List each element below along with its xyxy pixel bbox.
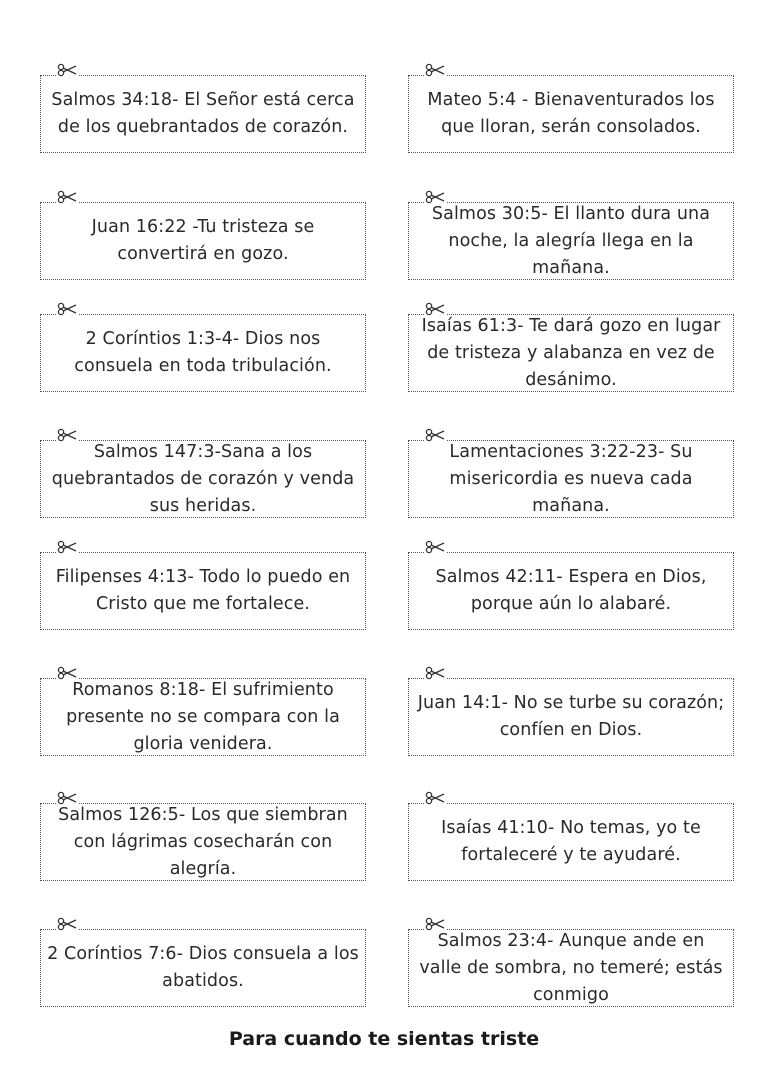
verse-text: Salmos 30:5- El llanto dura una noche, la alegría llega en la mañana. [431, 203, 711, 278]
scissors-icon [56, 302, 78, 316]
verse-text: Salmos 147:3-Sana a los quebrantados de corazón y venda sus heridas. [51, 441, 355, 516]
verse-text: 2 Coríntios 1:3-4- Dios nos consuela en toda tribulación. [74, 329, 332, 376]
verse-card [408, 314, 734, 392]
verse-card [40, 552, 366, 630]
scissors-icon [424, 666, 446, 680]
scissors-icon [56, 428, 78, 442]
verse-card [40, 75, 366, 153]
scissors-icon [424, 791, 446, 805]
verse-text: Salmos 23:4- Aunque ande en valle de sombra, no temeré; estás conmigo [419, 930, 723, 1005]
scissors-icon [56, 540, 78, 554]
verse-card [408, 678, 734, 756]
page-title: Para cuando te sientas triste [228, 1028, 540, 1050]
scissors-icon [424, 190, 446, 204]
verse-card [408, 803, 734, 881]
verse-text: Juan 16:22 -Tu tristeza se convertirá en gozo. [91, 217, 315, 264]
scissors-icon [56, 63, 78, 77]
scissors-icon [424, 302, 446, 316]
verse-text: 2 Coríntios 7:6- Dios consuela a los abatidos. [47, 944, 359, 991]
verse-text: Juan 14:1- No se turbe su corazón; confíen en Dios. [417, 693, 725, 740]
scissors-icon [56, 666, 78, 680]
verse-text: Mateo 5:4 - Bienaventurados los que lloran, serán consolados. [427, 90, 715, 137]
verse-card [40, 803, 366, 881]
verse-card [40, 202, 366, 280]
verse-card [40, 678, 366, 756]
verse-card [40, 314, 366, 392]
verse-text: Filipenses 4:13- Todo lo puedo en Cristo que me fortalece. [55, 567, 351, 614]
verse-card [408, 202, 734, 280]
verse-text: Salmos 34:18- El Señor está cerca de los quebrantados de corazón. [51, 90, 355, 137]
verse-text: Romanos 8:18- El sufrimiento presente no se compara con la gloria venidera. [66, 679, 340, 754]
verse-text: Salmos 42:11- Espera en Dios, porque aún lo alabaré. [435, 567, 707, 614]
verse-text: Salmos 126:5- Los que siembran con lágrimas cosecharán con alegría. [58, 804, 348, 879]
scissors-icon [56, 917, 78, 931]
verse-card [408, 75, 734, 153]
scissors-icon [424, 917, 446, 931]
verse-card [408, 552, 734, 630]
scissors-icon [424, 63, 446, 77]
verse-text: Isaías 41:10- No temas, yo te fortaleceré y te ayudaré. [441, 818, 701, 865]
scissors-icon [424, 428, 446, 442]
verse-card [40, 929, 366, 1007]
verse-text: Isaías 61:3- Te dará gozo en lugar de tristeza y alabanza en vez de desánimo. [421, 315, 721, 390]
verse-text: Lamentaciones 3:22-23- Su misericordia es nueva cada mañana. [449, 441, 693, 516]
verse-card [40, 440, 366, 518]
scissors-icon [424, 540, 446, 554]
verse-card [408, 440, 734, 518]
scissors-icon [56, 791, 78, 805]
verse-card [408, 929, 734, 1007]
scissors-icon [56, 190, 78, 204]
